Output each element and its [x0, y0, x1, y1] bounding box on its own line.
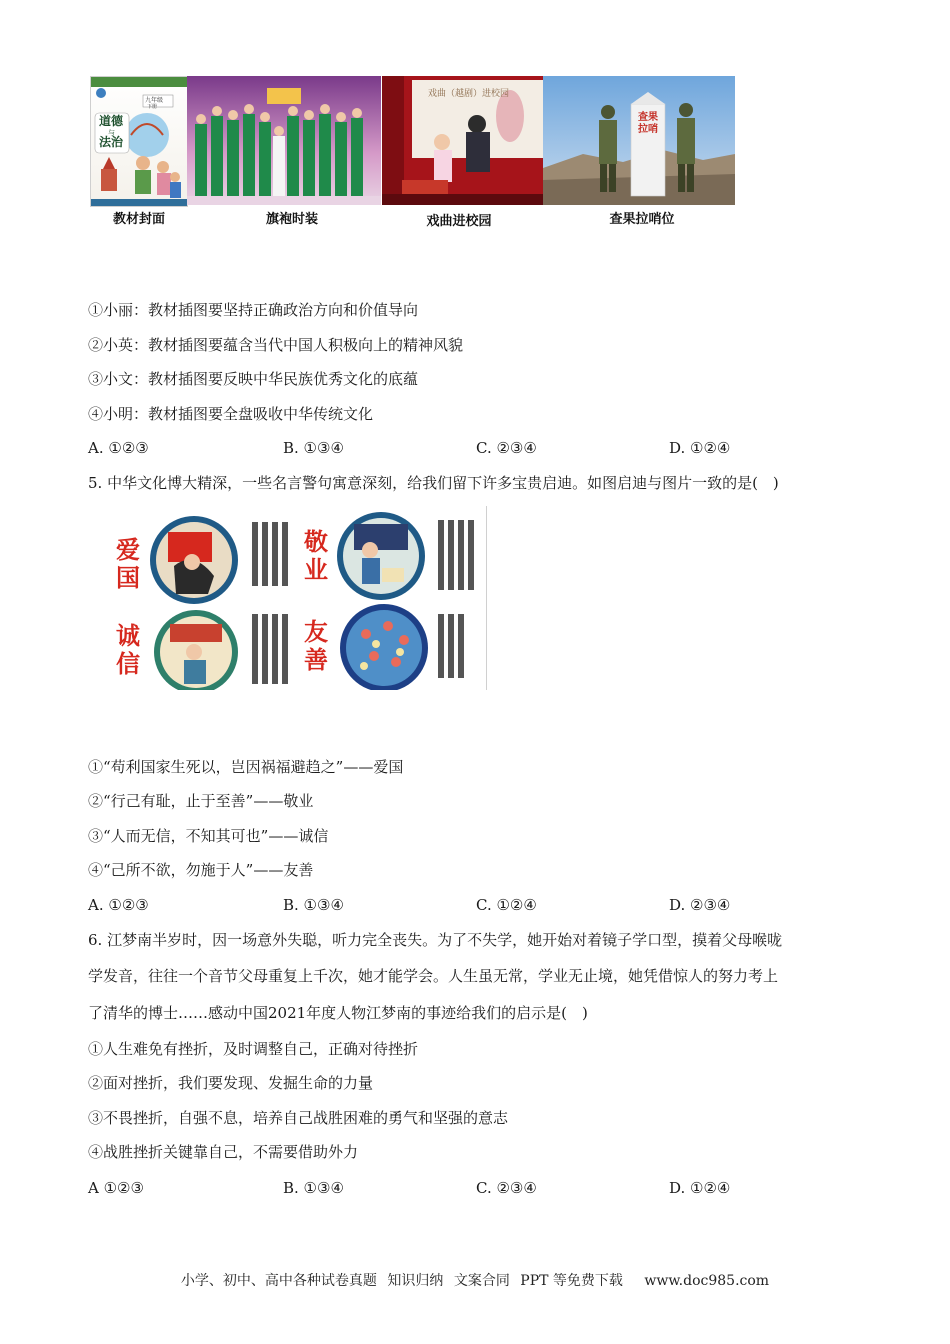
- cover-volume: 下册: [147, 104, 158, 110]
- q6-statement-3: ③不畏挫折，自强不息，培养自己战胜困难的勇气和坚强的意志: [88, 1109, 509, 1127]
- q4-statement-3: ③小文：教材插图要反映中华民族优秀文化的底蕴: [88, 370, 419, 388]
- caption-textbook-cover: 教材封面: [112, 212, 165, 227]
- q6-stem-line-1: 6. 江梦南半岁时，因一场意外失聪，听力完全丧失。为了不失学，她开始对着镜子学口型，摸着父母喉咙: [88, 931, 783, 949]
- q5-statement-4: ④“己所不欲，勿施于人”——友善: [88, 861, 314, 879]
- q4-option-c: C. ②③④: [476, 439, 537, 457]
- stage-banner-text: 戏曲（越剧）进校园: [428, 89, 510, 99]
- q6-option-b: B. ①③④: [283, 1179, 344, 1197]
- caption-qipao-fashion: 旗袍时装: [265, 212, 318, 227]
- panel-label-integrity: 诚信: [116, 621, 140, 678]
- q6-statement-2: ②面对挫折，我们要发现、发掘生命的力量: [88, 1074, 374, 1092]
- cover-title-line2: 法治: [99, 135, 124, 149]
- q4-statement-2: ②小英：教材插图要蕴含当代中国人积极向上的精神风貌: [88, 336, 464, 354]
- textbook-cover-image: [90, 76, 188, 207]
- q5-values-illustration: [104, 506, 486, 690]
- q5-values-figure: [104, 506, 487, 690]
- qipao-fashion-image: [187, 76, 381, 205]
- footer-item-summary: 知识归纳: [387, 1273, 444, 1289]
- q5-statement-3: ③“人而无信，不知其可也”——诚信: [88, 827, 329, 845]
- q4-option-b: B. ①③④: [283, 439, 344, 457]
- q5-stem: 5. 中华文化博大精深，一些名言警句寓意深刻，给我们留下许多宝贵启迪。如图启迪与图片一致的是( ): [88, 474, 779, 492]
- q5-statement-2: ②“行己有耻，止于至善”——敬业: [88, 792, 314, 810]
- q5-statement-1: ①“苟利国家生死以，岂因祸福避趋之”——爱国: [88, 758, 404, 776]
- footer-item-papers: 小学、初中、高中各种试卷真题: [180, 1273, 377, 1289]
- q6-statement-1: ①人生难免有挫折，及时调整自己，正确对待挫折: [88, 1040, 419, 1058]
- opera-campus-image: [382, 76, 543, 205]
- border-post-image: [543, 76, 735, 205]
- border-post-illustration: [543, 76, 735, 205]
- q6-option-d: D. ①②④: [669, 1179, 731, 1197]
- q4-statement-4: ④小明：教材插图要全盘吸收中华传统文化: [88, 405, 374, 423]
- footer-item-downloads: PPT 等免费下载: [520, 1273, 623, 1289]
- footer-url-link[interactable]: www.doc985.com: [644, 1273, 770, 1289]
- q6-option-a: A ①②③: [88, 1179, 144, 1197]
- q4-option-a: A. ①②③: [88, 439, 149, 457]
- q6-option-c: C. ②③④: [476, 1179, 537, 1197]
- page-footer: [0, 1270, 950, 1290]
- qipao-fashion-illustration: [187, 76, 381, 205]
- panel-label-dedication: 敬业: [304, 527, 328, 584]
- q4-statement-1: ①小丽：教材插图要坚持正确政治方向和价值导向: [88, 301, 419, 319]
- q5-option-a: A. ①②③: [88, 896, 149, 914]
- cover-title-line1: 道德: [99, 114, 124, 128]
- q6-stem-line-3: 了清华的博士……感动中国2021年度人物江梦南的事迹给我们的启示是( ): [88, 1004, 588, 1022]
- cover-grade: 九年级: [145, 97, 164, 104]
- cover-title-mid: 与: [108, 129, 115, 137]
- caption-border-post: 查果拉哨位: [609, 212, 675, 227]
- panel-label-patriotism: 爱国: [116, 535, 140, 592]
- caption-opera-campus: 戏曲进校园: [426, 214, 492, 229]
- q6-stem-line-2: 学发音，往往一个音节父母重复上千次，她才能学会。人生虽无常，学业无止境，她凭借惊人的努力考上: [88, 967, 779, 985]
- q5-option-b: B. ①③④: [283, 896, 344, 914]
- q4-option-d: D. ①②④: [669, 439, 731, 457]
- panel-label-friendliness: 友善: [304, 617, 328, 674]
- border-post-monument-text: 查果拉哨: [638, 112, 658, 135]
- q6-statement-4: ④战胜挫折关键靠自己，不需要借助外力: [88, 1143, 359, 1161]
- q5-option-c: C. ①②④: [476, 896, 537, 914]
- q5-option-d: D. ②③④: [669, 896, 731, 914]
- footer-item-contracts: 文案合同: [453, 1273, 510, 1289]
